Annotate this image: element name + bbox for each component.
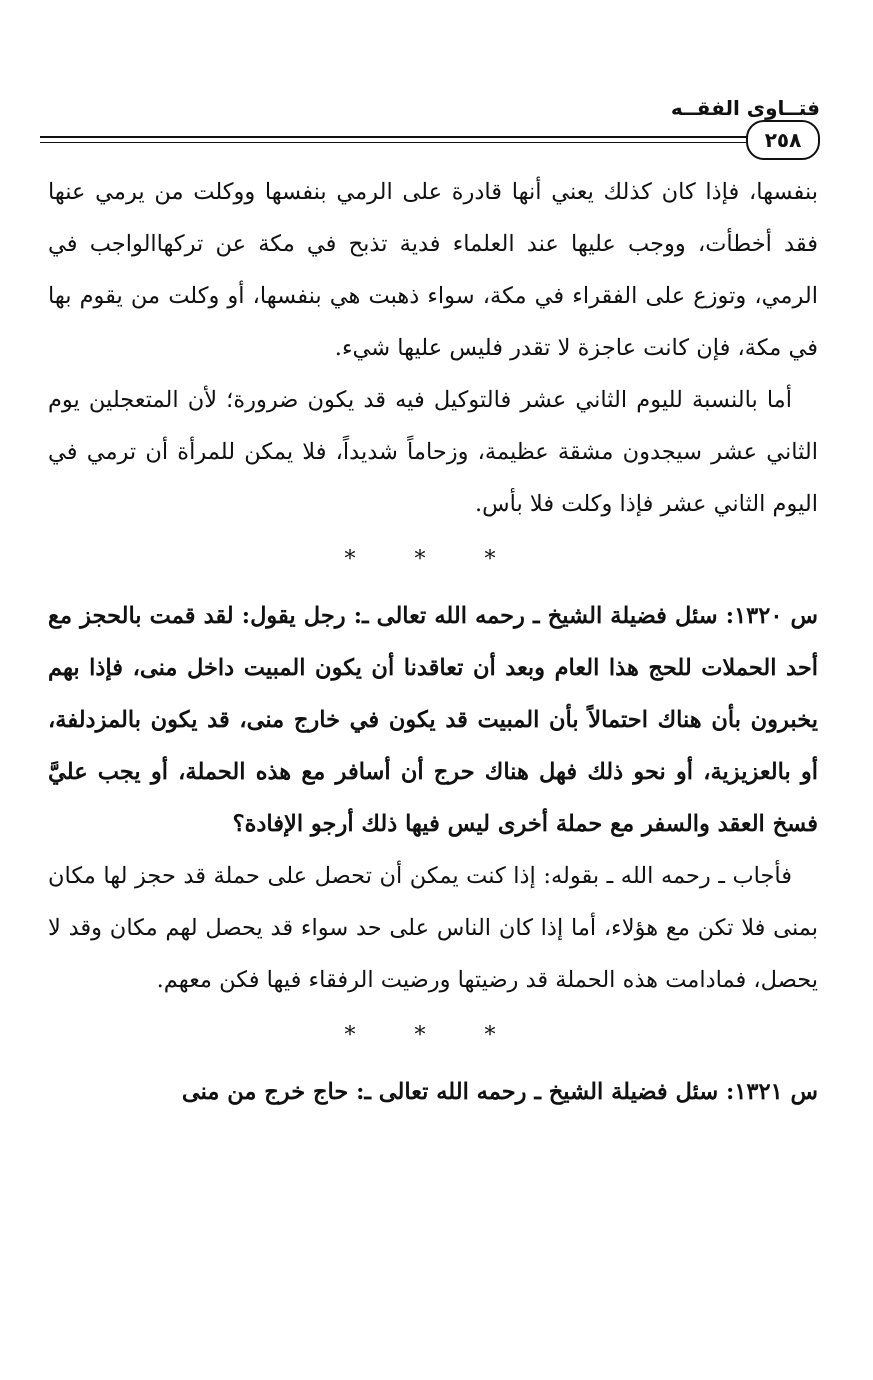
section-separator: * * * xyxy=(344,1023,522,1048)
book-title: فتــاوى الفقــه xyxy=(670,96,820,120)
answer-text: إذا كنت يمكن أن تحصل على حملة قد حجز لها مكان بمنى فلا تكن مع هؤلاء، أما إذا كان الناس على حد سواء قد يحصل لهم مكان وقد لا يحصل، فمادامت هذه الحملة قد رضيتها ورضيت الرفقاء فيها فكن معهم. xyxy=(48,863,818,993)
page-number: ٢٥٨ xyxy=(746,120,820,160)
question-text: سئل فضيلة الشيخ ـ رحمه الله تعالى ـ: رجل يقول: لقد قمت بالحجز مع أحد الحملات للحج هذا العام وبعد أن تعاقدنا أن يكون المبيت داخل منى، فإذا بهم يخبرون بأن هناك احتمالاً بأن المبيت قد يكون في خارج منى، قد يكون بالمزدلفة، أو بالعزيزية، أو نحو ذلك فهل هناك حرج أن أسافر مع هذه الحملة، أو يجب عليَّ فسخ العقد والسفر مع حملة أخرى ليس فيها ذلك أرجو الإفادة؟ xyxy=(48,603,818,837)
question-1321 xyxy=(48,1066,818,1118)
paragraph-2: أما بالنسبة لليوم الثاني عشر فالتوكيل فيه قد يكون ضرورة؛ لأن المتعجلين يوم الثاني عشر سيجدون مشقة عظيمة، وزحاماً شديداً، فلا يمكن للمرأة أن ترمي في اليوم الثاني عشر فإذا وكلت فلا بأس. xyxy=(48,387,818,517)
header-rule xyxy=(40,136,752,138)
question-number: س ١٣٢١: xyxy=(726,1079,818,1105)
section-separator: * * * xyxy=(344,547,522,572)
page-header xyxy=(40,96,820,156)
header-rule-thin xyxy=(40,142,752,143)
answer-1320 xyxy=(48,850,818,1006)
page-body xyxy=(48,166,818,1118)
question-number: س ١٣٢٠: xyxy=(725,603,818,629)
question-text: سئل فضيلة الشيخ ـ رحمه الله تعالى ـ: حاج خرج من منى xyxy=(181,1079,719,1105)
question-1320 xyxy=(48,590,818,850)
answer-label: فأجاب ـ رحمه الله ـ بقوله: xyxy=(543,863,793,889)
paragraph-1: بنفسها، فإذا كان كذلك يعني أنها قادرة على الرمي بنفسها ووكلت من يرمي عنها فقد أخطأت، ووجب عليها عند العلماء فدية تذبح في مكة عن تركهاالواجب في الرمي، وتوزع على الفقراء في مكة، سواء ذهبت هي بنفسها، أو وكلت من يقوم بها في مكة، فإن كانت عاجزة لا تقدر فليس عليها شيء. xyxy=(48,179,818,361)
